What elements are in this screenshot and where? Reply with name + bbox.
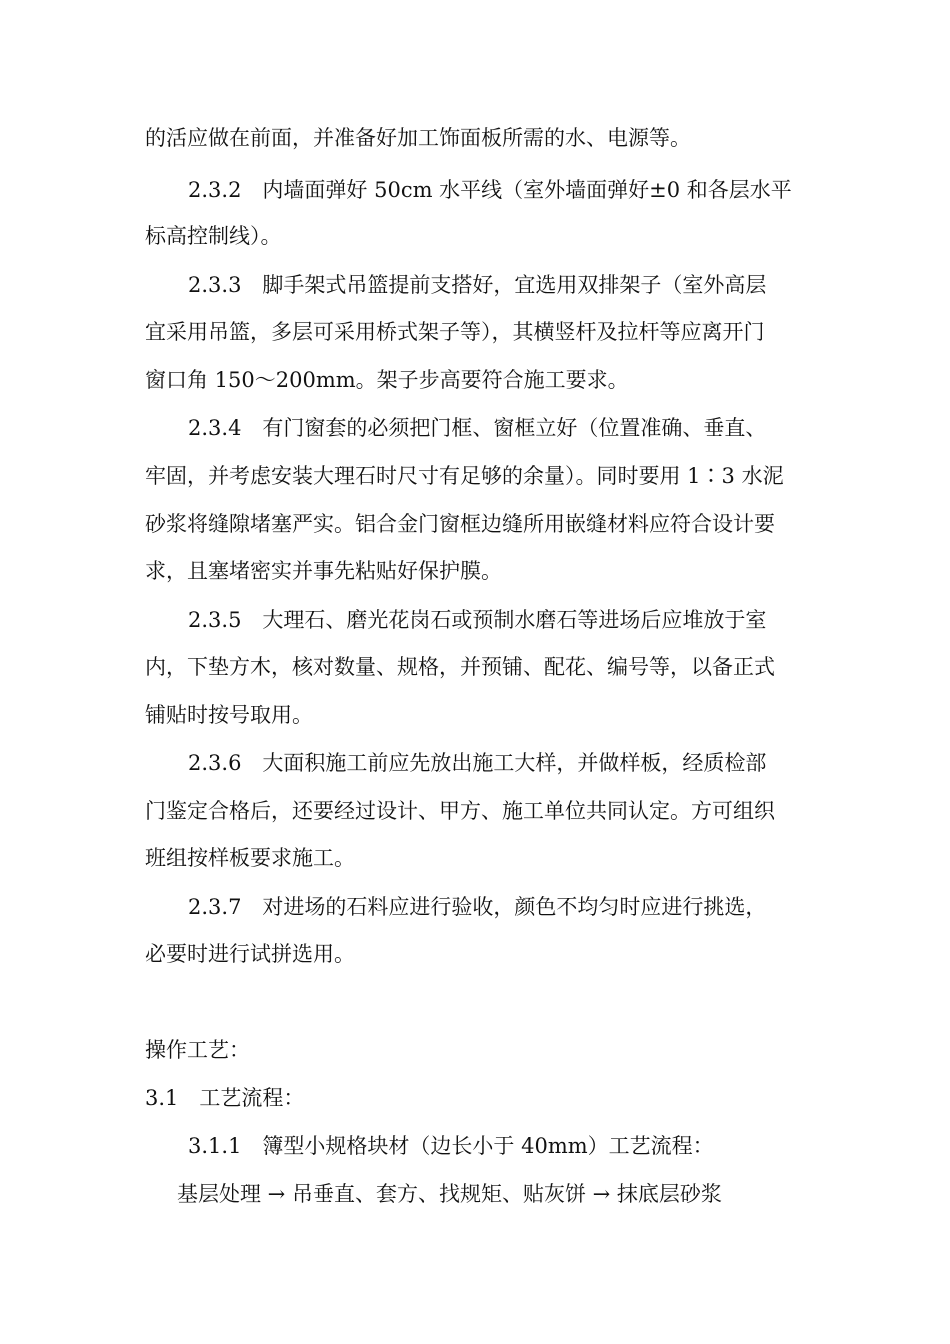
clause-2-3-4-line: 2.3.4 有门窗套的必须把门框、窗框立好（位置准确、垂直、 [188,416,767,440]
text-line: 内，下垫方木，核对数量、规格，并预铺、配花、编号等，以备正式 [145,655,775,679]
clause-3-1-1-heading: 3.1.1 簿型小规格块材（边长小于 40mm）工艺流程： [188,1134,714,1158]
clause-2-3-6-line: 2.3.6 大面积施工前应先放出施工大样，并做样板，经质检部 [188,751,767,775]
text-line: 宜采用吊篮，多层可采用桥式架子等），其横竖杆及拉杆等应离开门 [145,320,765,344]
clause-2-3-7-line: 2.3.7 对进场的石料应进行验收，颜色不均匀时应进行挑选， [188,895,767,919]
clause-2-3-3-line: 2.3.3 脚手架式吊篮提前支搭好，宜选用双排架子（室外高层 [188,273,767,297]
clause-2-3-5-line: 2.3.5 大理石、磨光花岗石或预制水磨石等进场后应堆放于室 [188,608,767,632]
text-line: 砂浆将缝隙堵塞严实。铝合金门窗框边缝所用嵌缝材料应符合设计要 [145,512,775,536]
text-line: 班组按样板要求施工。 [145,846,355,870]
text-line: 牢固，并考虑安装大理石时尺寸有足够的余量）。同时要用 1∶3 水泥 [145,464,784,488]
section-heading: 操作工艺： [145,1038,250,1062]
text-line: 铺贴时按号取用。 [145,703,313,727]
subsection-heading: 3.1 工艺流程： [145,1086,305,1110]
text-line: 的活应做在前面，并准备好加工饰面板所需的水、电源等。 [145,126,691,150]
clause-2-3-2-line: 2.3.2 内墙面弹好 50cm 水平线（室外墙面弹好±0 和各层水平 [188,178,792,202]
text-line: 门鉴定合格后，还要经过设计、甲方、施工单位共同认定。方可组织 [145,799,775,823]
text-line: 必要时进行试拼选用。 [145,942,355,966]
text-line: 窗口角 150～200mm。架子步高要符合施工要求。 [145,368,629,392]
text-line: 标高控制线）。 [145,224,282,248]
process-flow-line: 基层处理 → 吊垂直、套方、找规矩、贴灰饼 → 抹底层砂浆 [177,1182,722,1206]
text-line: 求，且塞堵密实并事先粘贴好保护膜。 [145,559,502,583]
